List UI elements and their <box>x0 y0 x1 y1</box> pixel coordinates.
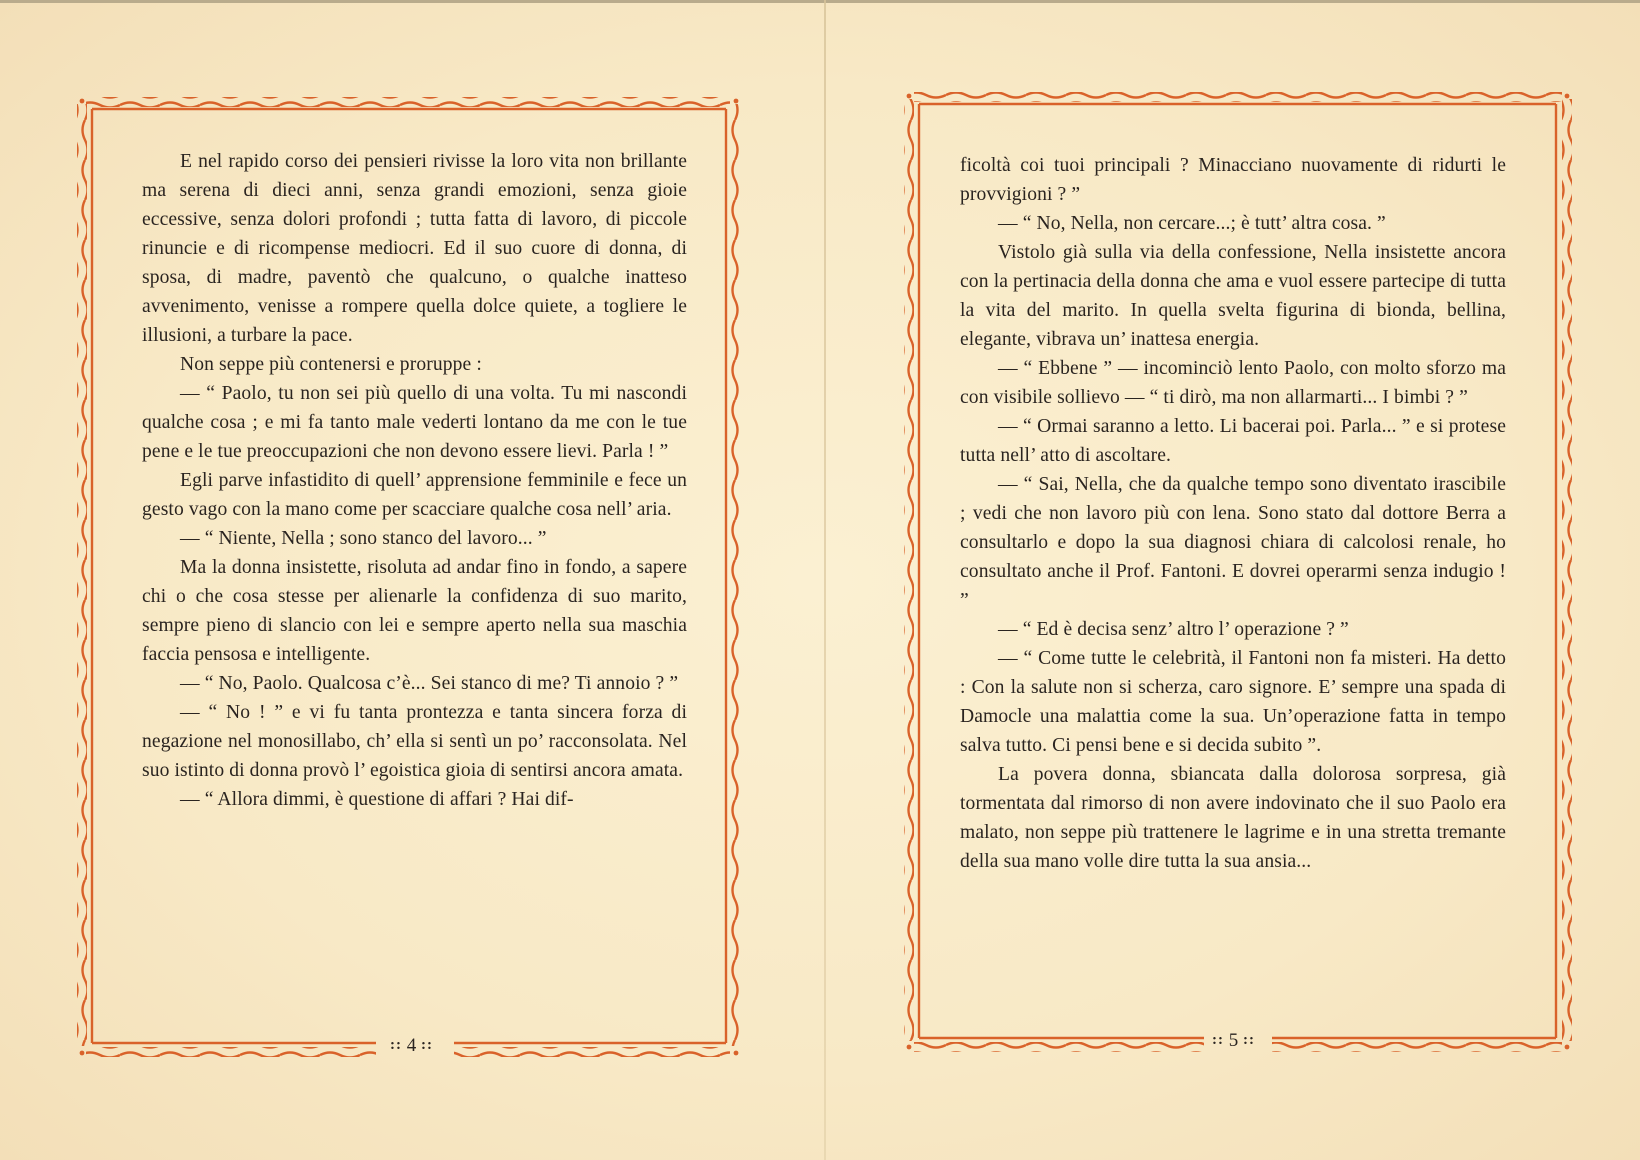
paragraph: Vistolo già sulla via della confessione, Nella insistette ancora con la pertinacia della donna che ama e vuol essere partecipe di tutta la vita del marito. In quella svelta figurina di bionda, bellina, elegante, vibrava un’ inattesa energia. <box>960 242 1506 350</box>
page-number-value: 5 <box>1228 1030 1239 1051</box>
paragraph: — “ Paolo, tu non sei più quello di una volta. Tu mi nascondi qualche cosa ; e mi fa tanto male vederti lontano da me con le tue pene e le tue preoccupazioni che non devono essere lievi. Parla ! ” <box>142 383 687 462</box>
ornament-dots: :: <box>390 1037 402 1053</box>
paragraph: Egli parve infastidito di quell’ apprensione femminile e fece un gesto vago con la mano come per scacciare qualche cosa nell’ aria. <box>142 470 687 520</box>
ornament-dots: :: <box>1212 1032 1224 1048</box>
ornament-dots: :: <box>421 1037 433 1053</box>
paragraph: — “ Ed è decisa senz’ altro l’ operazione ? ” <box>998 619 1349 640</box>
paragraph: — “ No ! ” e vi fu tanta prontezza e tanta sincera forza di negazione nel monosillabo, ch’ ella si sentì un po’ racconsolata. Nel suo istinto di donna provò l’ egoistica gioia di sentirsi ancora amata. <box>142 702 687 781</box>
right-page-body <box>960 151 1506 876</box>
page-number-left <box>384 1035 439 1057</box>
right-page <box>826 0 1640 1160</box>
paragraph: — “ Come tutte le celebrità, il Fantoni non fa misteri. Ha detto : Con la salute non si scherza, caro signore. E’ sempre una spada di Damocle una malattia come la sua. Un’operazione fatta in tempo salva tutto. Ci pensi bene e si decida subito ”. <box>960 648 1506 756</box>
paragraph: — “ Sai, Nella, che da qualche tempo sono diventato irascibile ; vedi che non lavoro più con lena. Sono stato dal dottore Berra a consultarlo e dopo la sua diagnosi chiara di calcolosi renale, ho consultato anche il Prof. Fantoni. E dovrei operarmi senza indugio ! ” <box>960 474 1506 611</box>
page-number-right <box>1206 1030 1261 1052</box>
paragraph: Ma la donna insistette, risoluta ad andar fino in fondo, a sapere chi o che cosa stesse per alienarle la confidenza di suo marito, sempre pieno di slancio con lei e sempre aperto nella sua maschia faccia pensosa e intelligente. <box>142 557 687 665</box>
paragraph: — “ No, Nella, non cercare...; è tutt’ altra cosa. ” <box>998 213 1386 234</box>
left-page-body <box>142 147 687 814</box>
paragraph: Non seppe più contenersi e proruppe : <box>180 354 482 375</box>
paragraph: — “ No, Paolo. Qualcosa c’è... Sei stanco di me? Ti annoio ? ” <box>180 673 679 694</box>
ornament-dots: :: <box>1243 1032 1255 1048</box>
paragraph: ficoltà coi tuoi principali ? Minacciano nuovamente di ridurti le provvigioni ? ” <box>960 155 1506 205</box>
paragraph: — “ Ormai saranno a letto. Li bacerai poi. Parla... ” e si protese tutta nell’ atto di ascoltare. <box>960 416 1506 466</box>
page-number-value: 4 <box>406 1035 417 1056</box>
paragraph: — “ Niente, Nella ; sono stanco del lavoro... ” <box>180 528 547 549</box>
paragraph: — “ Ebbene ” — incominciò lento Paolo, con molto sforzo ma con visibile sollievo — “ ti dirò, ma non allarmarti... I bimbi ? ” <box>960 358 1506 408</box>
paragraph: La povera donna, sbiancata dalla dolorosa sorpresa, già tormentata dal rimorso di non avere indovinato che il suo Paolo era malato, non seppe più trattenere le lagrime e in una stretta tremante della sua mano volle dire tutta la sua ansia... <box>960 764 1506 872</box>
paragraph: E nel rapido corso dei pensieri rivisse la loro vita non brillante ma serena di dieci anni, senza grandi emozioni, senza gioie eccessive, senza dolori profondi ; tutta fatta di lavoro, di piccole rinuncie e di ricompense mediocri. Ed il suo cuore di donna, di sposa, di madre, paventò che qualcuno, o qualche inatteso avvenimento, venisse a rompere quella dolce quiete, a togliere le illusioni, a turbare la pace. <box>142 151 687 346</box>
paragraph: — “ Allora dimmi, è questione di affari ? Hai dif- <box>180 789 574 810</box>
